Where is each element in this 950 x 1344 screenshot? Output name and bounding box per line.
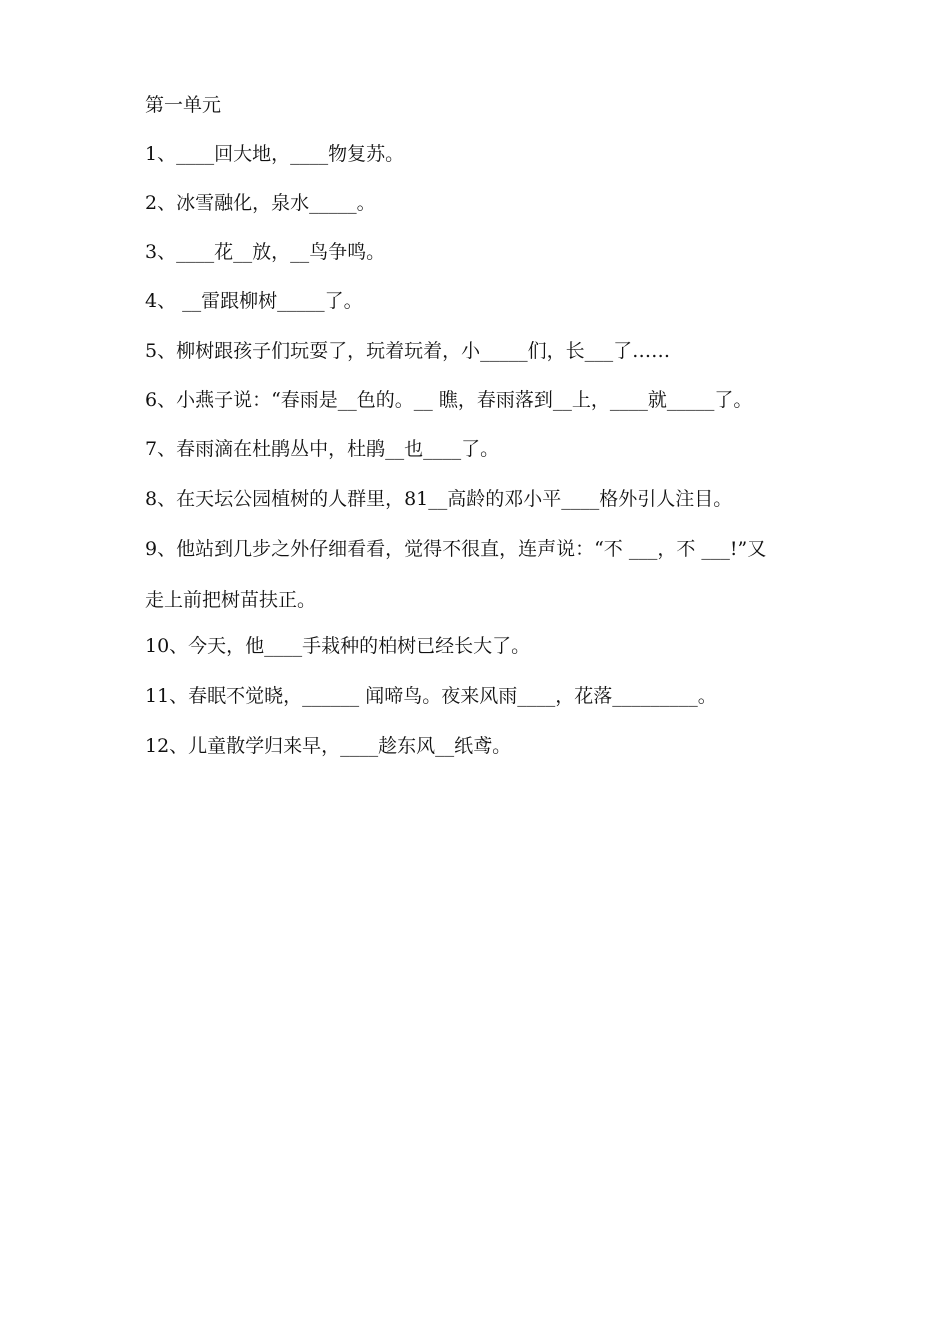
question-4: 4、 __雷跟柳树_____了。: [145, 290, 363, 312]
question-10: 10、今天，他____手栽种的柏树已经长大了。: [145, 635, 531, 657]
question-6: 6、小燕子说：“春雨是__色的。__ 瞧，春雨落到__上，____就_____了。: [145, 389, 753, 411]
question-2: 2、冰雪融化，泉水_____。: [145, 192, 376, 214]
question-8: 8、在天坛公园植树的人群里，81__高龄的邓小平____格外引人注目。: [145, 488, 733, 510]
question-9: 9、他站到几步之外仔细看看，觉得不很直，连声说：“不 ___，不 ___!”又: [145, 538, 767, 560]
question-7: 7、春雨滴在杜鹃丛中，杜鹃__也____了。: [145, 438, 500, 460]
question-9-continuation: 走上前把树苗扶正。: [145, 589, 317, 611]
unit-title: 第一单元: [145, 94, 222, 116]
question-3: 3、____花__放，__鸟争鸣。: [145, 241, 386, 263]
question-1: 1、____回大地，____物复苏。: [145, 143, 405, 165]
question-11: 11、春眠不觉晓，______ 闻啼鸟。夜来风雨____，花落_________。: [145, 685, 717, 707]
question-5: 5、柳树跟孩子们玩耍了，玩着玩着，小_____们，长___了……: [145, 340, 671, 362]
question-12: 12、儿童散学归来早，____趁东风__纸鸢。: [145, 735, 512, 757]
